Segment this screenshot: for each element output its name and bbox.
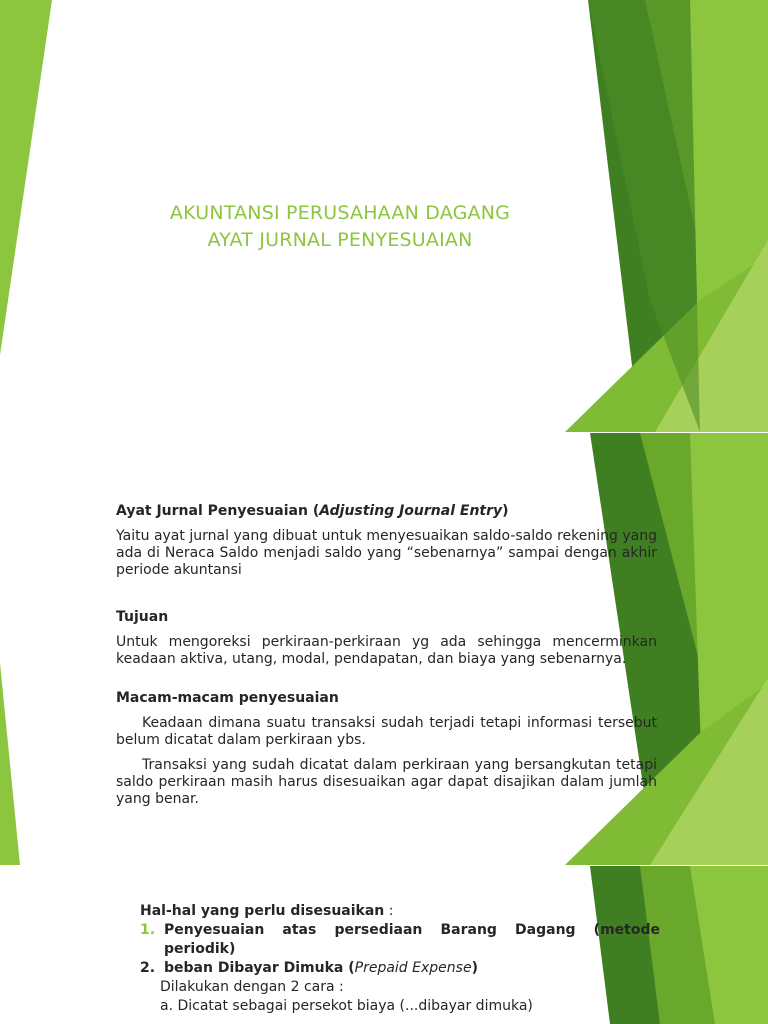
heading-macam: Macam-macam penyesuaian [116, 690, 339, 706]
definition-paragraph: Yaitu ayat jurnal yang dibuat untuk menyesuaikan saldo-saldo rekening yang ada di Neraca Saldo menjadi saldo yang “sebenarnya” sampai dengan akhir periode akuntansi [116, 528, 657, 578]
item-1-number: 1. [140, 922, 156, 938]
item-2-close: ) [471, 960, 478, 976]
left-green-wedge [0, 0, 52, 355]
slide-title-text [100, 200, 580, 254]
heading-ajp [116, 503, 657, 520]
title-line-2: AYAT JURNAL PENYESUAIAN [207, 229, 473, 251]
list-intro-bold: Hal-hal yang perlu disesuaikan [140, 903, 385, 919]
adjustment-list [140, 902, 660, 1016]
list-intro [140, 902, 660, 921]
item-2-number: 2. [140, 960, 156, 976]
heading-ajp-italic: Adjusting Journal Entry [319, 503, 503, 519]
left-green-wedge [0, 663, 20, 865]
item-2-sub-2: a. Dicatat sebagai persekot biaya (...dibayar dimuka) [160, 998, 533, 1014]
item-1-text: Penyesuaian atas persediaan Barang Dagang (metode periodik) [164, 922, 660, 957]
slide-definition [0, 433, 768, 865]
list-intro-colon: : [384, 903, 394, 919]
item-2-italic: Prepaid Expense [354, 960, 472, 976]
heading-ajp-close: ) [502, 503, 509, 519]
list-item [140, 921, 660, 959]
macam-paragraph-1: Keadaan dimana suatu transaksi sudah terjadi tetapi informasi tersebut belum dicatat dalam perkiraan ybs. [116, 715, 657, 748]
macam-paragraph-2: Transaksi yang sudah dicatat dalam perkiraan yang bersangkutan tetapi saldo perkiraan masih harus disesuaikan agar dapat disajikan dalam jumlah yang benar. [116, 757, 657, 807]
title-line-1: AKUNTANSI PERUSAHAAN DAGANG [169, 202, 511, 224]
tujuan-paragraph: Untuk mengoreksi perkiraan-perkiraan yg ada sehingga mencerminkan keadaan aktiva, utang, modal, pendapatan, dan biaya yang sebenarnya. [116, 634, 657, 667]
definition-content [116, 503, 657, 808]
item-2-sub-1: Dilakukan dengan 2 cara : [160, 979, 344, 995]
item-2-bold: beban Dibayar Dimuka ( [164, 960, 355, 976]
slide-title [0, 0, 768, 432]
slide-adjustments [0, 866, 768, 1024]
heading-tujuan: Tujuan [116, 609, 169, 625]
heading-ajp-text: Ayat Jurnal Penyesuaian ( [116, 503, 320, 519]
list-item [140, 959, 660, 978]
